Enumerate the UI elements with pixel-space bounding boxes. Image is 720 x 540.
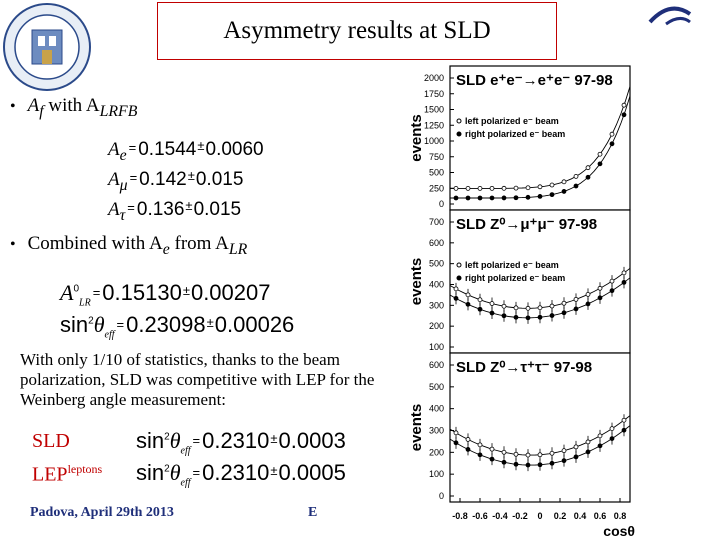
data-point [502,450,506,454]
data-point [502,196,506,200]
legend-entry: left polarized e⁻ beam [465,116,559,126]
bullet-af: • $A_f$ with $A_{LRFB}$ [10,95,138,120]
y-tick-label: 500 [428,258,444,269]
legend-entry: right polarized e⁻ beam [465,129,566,139]
data-point [550,193,554,197]
data-point [538,194,542,198]
legend-entry: right polarized e⁻ beam [465,273,566,283]
data-point [586,440,590,444]
x-tick-label: 0.6 [593,511,607,521]
y-tick-label: 200 [428,447,444,458]
data-point [610,132,614,136]
y-tick-label: 400 [428,279,444,290]
data-point [598,444,602,448]
asymmetry-plots-figure [405,60,715,540]
y-axis-label: events [408,257,425,306]
asym-tau: $A_\tau = 0.136^\pm 0.015$ [108,198,242,224]
data-point [526,306,530,310]
data-point [490,457,494,461]
data-point [562,449,566,453]
legend-marker [457,132,461,136]
data-point [622,428,626,432]
data-point [454,296,458,300]
data-point [526,195,530,199]
data-point [598,286,602,290]
y-tick-label: 1250 [423,120,444,131]
data-point [514,306,518,310]
data-point [514,452,518,456]
data-point [490,186,494,190]
data-point [502,460,506,464]
data-point [454,431,458,435]
data-point [538,185,542,189]
x-tick-label: -0.4 [492,511,508,521]
data-point [538,306,542,310]
legend-entry: left polarized e⁻ beam [465,260,559,270]
y-tick-label: 100 [428,342,444,352]
data-point [514,462,518,466]
data-point [610,142,614,146]
slide-title: Asymmetry results at SLD [157,2,557,60]
data-point [478,196,482,200]
data-point [466,293,470,297]
x-tick-label: -0.6 [472,511,488,521]
y-axis-label: events [408,403,425,452]
asym-mu: $A_\mu = 0.142^\pm 0.015$ [108,168,244,194]
data-point [574,174,578,178]
data-point [538,453,542,457]
data-point [514,186,518,190]
x-tick-label: 0 [537,511,543,521]
data-point [490,447,494,451]
y-axis-label: events [408,114,425,162]
asym-e: $A_e = 0.1544^\pm 0.0060$ [108,138,264,164]
x-tick-label: 0.8 [613,511,627,521]
y-tick-label: 1500 [423,104,444,115]
y-tick-label: 500 [428,381,444,392]
y-tick-label: 750 [428,151,444,162]
data-point [622,418,626,422]
data-point [502,304,506,308]
data-point [562,311,566,315]
y-tick-label: 600 [428,360,444,370]
panel-title: SLD Z⁰→μ⁺μ⁻ 97-98 [456,216,598,233]
label-lep: $LEP^{leptons}$ [32,462,103,486]
legend-marker [457,119,461,123]
data-point [586,166,590,170]
data-point [478,453,482,457]
data-point [622,113,626,117]
university-seal-logo [2,2,92,92]
y-tick-label: 0 [438,199,444,209]
data-point [562,301,566,305]
data-point [562,189,566,193]
y-tick-label: 2000 [423,73,444,83]
y-tick-label: 300 [428,300,444,311]
panel-title: SLD Z⁰→τ⁺τ⁻ 97-98 [456,359,593,376]
data-point [538,463,542,467]
result-lep: $\sin^2\theta_{eff}=0.2310^\pm 0.0005$ [136,460,346,489]
footer-author: E [308,505,318,520]
data-point [562,180,566,184]
data-point [478,186,482,190]
data-point [574,307,578,311]
y-tick-label: 250 [428,183,444,194]
y-tick-label: 500 [428,167,444,178]
y-tick-label: 400 [428,403,444,414]
data-point [550,314,554,318]
data-point [598,296,602,300]
data-point [466,447,470,451]
data-point [526,453,530,457]
data-point [466,196,470,200]
x-tick-label: -0.2 [512,511,528,521]
data-point [466,186,470,190]
data-point [478,307,482,311]
data-point [550,304,554,308]
data-point [454,441,458,445]
data-point [598,152,602,156]
plots-svg [405,60,715,540]
data-point [526,463,530,467]
data-point [490,311,494,315]
data-point [514,315,518,319]
panel-title: SLD e⁺e⁻→e⁺e⁻ 97-98 [456,72,613,89]
data-point [574,297,578,301]
data-point [622,280,626,284]
x-tick-label: 0.4 [573,511,587,521]
y-tick-label: 1000 [423,136,444,146]
data-point [610,279,614,283]
bullet-combined: • Combined with $A_e$ from $A_{LR}$ [10,233,248,258]
corner-logo-icon [646,4,694,28]
result-sld: $\sin^2\theta_{eff}=0.2310^\pm 0.0003$ [136,428,346,457]
data-point [586,292,590,296]
data-point [454,196,458,200]
label-sld: SLD [32,430,70,452]
data-point [490,302,494,306]
data-point [490,196,494,200]
data-point [574,445,578,449]
x-tick-label: 0.2 [553,511,567,521]
combined-sin2theta: $\sin^2\theta_{eff}=0.23098^\pm 0.00026$ [60,312,295,341]
data-point [478,298,482,302]
footer-date: Padova, April 29th 2013 [30,505,174,520]
data-point [466,437,470,441]
data-point [598,434,602,438]
y-tick-label: 600 [428,237,444,248]
y-tick-label: 100 [428,469,444,480]
data-point [586,302,590,306]
data-point [526,186,530,190]
combined-alr: $A^0_{LR}=0.15130^\pm 0.00207$ [60,280,271,309]
data-point [610,289,614,293]
y-tick-label: 0 [438,491,444,501]
y-tick-label: 700 [428,217,444,227]
data-point [610,427,614,431]
data-point [478,443,482,447]
legend-marker [457,263,461,267]
data-point [610,437,614,441]
data-point [586,175,590,179]
note-text: With only 1/10 of statistics, thanks to the beam polarization, SLD was competitive with LEP for the Weinberg angle measurement: [20,350,375,409]
data-point [550,451,554,455]
data-point [514,196,518,200]
data-point [586,450,590,454]
data-point [502,186,506,190]
x-axis-label: cosθ [603,523,635,539]
y-tick-label: 200 [428,321,444,332]
data-point [550,183,554,187]
data-point [550,461,554,465]
data-point [454,287,458,291]
data-point [622,103,626,107]
data-point [526,316,530,320]
data-point [502,314,506,318]
data-point [562,459,566,463]
data-point [538,315,542,319]
y-tick-label: 1750 [423,88,444,99]
x-tick-label: -0.8 [452,511,468,521]
data-point [598,162,602,166]
data-point [454,186,458,190]
legend-marker [457,276,461,280]
data-point [622,271,626,275]
data-point [574,184,578,188]
data-point [574,455,578,459]
data-point [466,302,470,306]
y-tick-label: 300 [428,425,444,436]
